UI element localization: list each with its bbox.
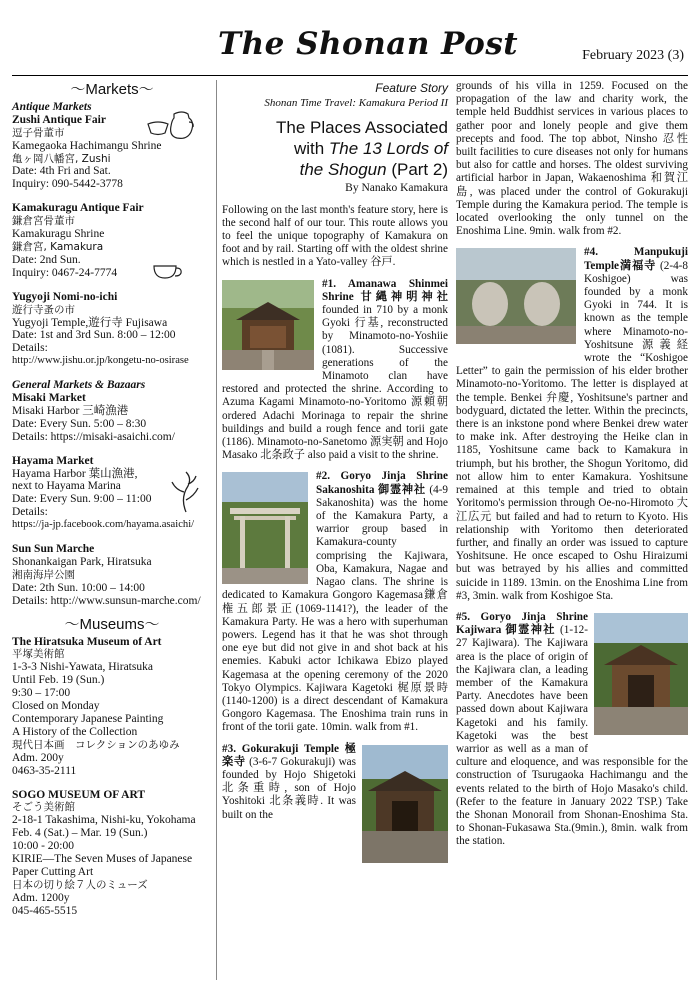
article-title: #4. Manpukuji Temple満福寺: [584, 246, 688, 272]
feature-intro: Following on the last month's feature story, here is the second half of our tour. This route allows you to feel the unique topography of Kamakura on foot and by rail. Starting off with the oldest shrine which is nestled in a Yato-valley 谷戸.: [222, 203, 448, 269]
column-divider: [216, 80, 217, 980]
article-title: #2. Goryo Jinja Shrine Sakanoshita 御霊神社: [316, 470, 448, 496]
listing-venue: Yugyoji Temple,遊行寺 Fujisawa: [12, 316, 168, 329]
exhibition-title-jp: 日本の切り絵７人のミューズ: [12, 878, 148, 891]
general-markets-heading: General Markets & Bazaars: [12, 379, 146, 392]
listing-name: Kamakuragu Antique Fair: [12, 202, 144, 215]
listing-date: Date: 2th Sun. 10:00 – 14:00: [12, 581, 145, 594]
listing-name-jp: 平塚美術館: [12, 648, 65, 661]
goryo-kajiwara-photo: [594, 613, 688, 739]
listing-url[interactable]: http://www.jishu.or.jp/kongetu-no-osirase: [12, 355, 189, 367]
antique-heading: Antique Markets: [12, 100, 92, 113]
listing-dates: Until Feb. 19 (Sun.): [12, 674, 105, 687]
article-amanawa: [222, 278, 448, 463]
headline-line: The Places Associated: [276, 118, 448, 138]
manpukuji-photo: [456, 248, 576, 348]
listing-closed: Closed on Monday: [12, 700, 100, 713]
feature-series: Shonan Time Travel: Kamakura Period II: [264, 97, 448, 110]
article-goryo-sakanoshita: [222, 470, 448, 734]
headline-italic: The 13 Lords of: [328, 139, 448, 159]
yugyoji-nomi-no-ichi: [12, 291, 212, 368]
listing-hours: 10:00 - 20:00: [12, 840, 74, 853]
listing-date: Date: Every Sun. 5:00 – 8:30: [12, 417, 147, 430]
feature-column-1: [222, 80, 448, 871]
listing-inquiry: Inquiry: 090-5442-3778: [12, 178, 123, 191]
headline-line: [222, 159, 448, 180]
exhibition-title: A History of the Collection: [12, 725, 138, 738]
article-manpukuji: [456, 246, 688, 602]
issue-date: February 2023 (3): [582, 48, 684, 63]
goryo-sakanoshita-photo: [222, 472, 308, 584]
exhibition-title-jp: 現代日本画 コレクションのあゆみ: [12, 738, 180, 751]
listing-name: Zushi Antique Fair: [12, 113, 106, 126]
listing-name: Yugyoji Nomi-no-ichi: [12, 290, 118, 303]
article-text: (1-12-27 Kajiwara). The Kajiwara area is the place of origin of the Kajiwara clan, a leading member of the Kamakura Party. Anecdotes have been passed down about Kajiwara Kagetoki and his family. Kagetoki was the best warrior as well as a man of culture and eloquence, and was responsible for the construction of Tsurugaoka Hachimangu and the events related to the birth of Hojo Masako's child. (Refer to the feature in January 2022 TSP.) Take the Shonan Monorail from Shonan-Enoshima Sta. to Shonan-Fukasawa Sta.(9min.), 8min. walk from the station.: [456, 624, 688, 848]
listing-name: The Hiratsuka Museum of Art: [12, 635, 162, 648]
teapot-cups-icon: [144, 108, 196, 142]
listing-venue-note: next to Hayama Marina: [12, 480, 121, 493]
listing-name-jp: そごう美術館: [12, 801, 75, 814]
listing-date: Date: Every Sun. 9:00 – 11:00: [12, 493, 152, 506]
listing-name: Sun Sun Marche: [12, 543, 95, 556]
listing-venue-jp: 湘南海岸公園: [12, 568, 75, 581]
headline-italic: the Shogun: [299, 160, 387, 180]
gokurakuji-photo: [362, 745, 448, 867]
article-goryo-kajiwara: [456, 611, 688, 849]
byline: By Nanako Kamakura: [345, 182, 448, 195]
exhibition-title: Paper Cutting Art: [12, 865, 94, 878]
feature-label: Feature Story: [375, 81, 448, 95]
listing-name-jp: 逗子骨董市: [12, 126, 65, 139]
listing-venue: Kamakuragu Shrine: [12, 228, 105, 241]
misaki-market: [12, 379, 212, 444]
amanawa-shrine-photo: [222, 280, 314, 370]
listing-hours: 9:30 – 17:00: [12, 687, 71, 700]
listing-inquiry: Inquiry: 0467-24-7774: [12, 266, 118, 279]
listing-name: Misaki Market: [12, 392, 86, 405]
article-gokurakuji-continued: grounds of his villa in 1259. Focused on the propagation of the law and charity work, the temple held Buddhist services in various places to gather poor and lonely people and give them precepts and food. The top abbot, Ninsho 忍性 built facilities to cure diseases not only for humans but also for cattle and horses. The oldest surviving artificial harbor in Japan, Wakaenoshima 和賀江島, was placed under the control of Gokurakuji Temple during the Kamakura period. The temple is located overlooking the only tunnel on the Enoshima Line. 9min. walk from #2.: [456, 80, 688, 238]
listing-name: Hayama Market: [12, 454, 94, 467]
listing-venue-jp: 亀ヶ岡八幡宮, Zushi: [12, 152, 111, 165]
listing-date: Date: 1st and 3rd Sun. 8:00 – 12:00: [12, 329, 176, 342]
seaweed-icon: [168, 470, 204, 514]
headline-line: [222, 138, 448, 159]
listing-name-jp: 遊行寺蚤の市: [12, 303, 75, 316]
listing-venue: Shonankaigan Park, Hiratsuka: [12, 556, 152, 568]
listing-name-jp: 鎌倉宮骨董市: [12, 215, 75, 228]
exhibition-title: KIRIE—The Seven Muses of Japanese: [12, 853, 193, 866]
article-gokurakuji: [222, 743, 448, 822]
feature-headline: [222, 117, 448, 180]
masthead: [0, 0, 700, 76]
listing-details-label: Details:: [12, 342, 48, 355]
listing-url[interactable]: https://ja-jp.facebook.com/hayama.asaichi/: [12, 519, 195, 531]
listing-details-label: Details:: [12, 506, 48, 519]
headline-part: with: [293, 139, 329, 159]
listing-phone: 045-465-5515: [12, 904, 78, 917]
listing-date: Date: 2nd Sun.: [12, 253, 81, 266]
listing-address: 1-3-3 Nishi-Yawata, Hiratsuka: [12, 661, 153, 674]
listing-phone: 0463-35-2111: [12, 764, 77, 777]
exhibition-title: Contemporary Japanese Painting: [12, 712, 164, 725]
listing-address: 2-18-1 Takashima, Nishi-ku, Yokohama: [12, 814, 196, 827]
listing-venue: Hayama Harbor 葉山漁港,: [12, 467, 138, 480]
article-text: founded in 710 by a monk Gyoki 行基, reconstructed by Minamoto-no-Yoshiie (1081). Successive generations of the Minamoto clan have restored and protected the shrine. According to Azuma Kagami Minamoto-no-Yoritomo 源頼朝 ordered Adachi Morinaga to repair the shrine buildings and build a rough fence and torii gate (1186). Minamoto-no-Sanetomo 源実朝 and Hojo Masako 北条政子 also paid a visit to the shrine.: [222, 304, 448, 462]
listing-date: Date: 4th Fri and Sat.: [12, 165, 111, 178]
article-title: #3. Gokurakuji Temple 極楽寺: [222, 742, 356, 768]
listing-venue: Misaki Harbor 三崎漁港: [12, 404, 129, 417]
feature-column-2: [456, 80, 688, 857]
article-text: (3-6-7 Gokurakuji) was founded by Hojo Shigetoki 北条重時, son of Hojo Yoshitoki 北条義時. It was built on the: [222, 755, 356, 821]
article-title: #1. Amanawa Shinmei Shrine 甘縄神明神社: [322, 277, 448, 303]
hiratsuka-museum: [12, 636, 212, 778]
markets-heading: ～Markets～: [70, 81, 154, 98]
headline-part: (Part 2): [386, 160, 448, 180]
sogo-museum: [12, 789, 212, 918]
listing-venue-jp: 鎌倉宮, Kamakura: [12, 240, 104, 253]
masthead-rule: [12, 75, 688, 76]
article-text: (4-9 Sakanoshita) was the home of the Kamakura Party, a warrior group based in Kamakura-county comprising the Kajiwara, Oba, Kamakura, Nagae and Nagao clans. The shrine is dedicated to Kamakura Gongoro Kagemasa鎌倉権五郎景正(1069-1141?), the leader of the Kamakura Party. He was a hero with superhuman powers. Legend has it that he was shot through one eye but did not give in and shot back at his enemies. Kabuki actor Ichikawa Ebizo played Kagemasa at the opening ceremony of the 2020 Tokyo Olympics. Kajiwara Kagetoki 梶原景時(1140-1200) is a direct descendant of Kamakura Gongoro Kagemasa. The Enoshima train runs in front of the torii gate. 10min. walk from #1.: [222, 483, 449, 734]
listing-dates: Feb. 4 (Sat.) – Mar. 19 (Sun.): [12, 827, 148, 840]
listing-name: SOGO MUSEUM OF ART: [12, 788, 146, 801]
listing-details[interactable]: Details: https://misaki-asaichi.com/: [12, 430, 175, 443]
listing-details[interactable]: Details: http://www.sunsun-marche.com/: [12, 594, 201, 607]
listing-admission: Adm. 1200y: [12, 891, 70, 904]
article-title: #5. Goryo Jinja Shrine Kajiwara 御霊神社: [456, 610, 588, 637]
listing-admission: Adm. 200y: [12, 751, 64, 764]
sun-sun-marche: [12, 543, 212, 608]
museums-heading: ～Museums～: [64, 615, 160, 633]
article-text: (2-4-8 Koshigoe) was founded by a monk Gyoki in 744. It is known as the temple where Minamoto-no-Yoshitsune 源義経 wrote the “Koshigoe Letter” to gain the permission of his elder brother Minamoto-no-Yoritomo. The letter is displayed at the temple. Benkei 弁慶, Yoshitsune's partner and bodyguard, dictated the letter. Within the precincts, there is an inkstone pond where Benkei drew water to make ink. After destroying the Heike clan in 1185, Yoshitsune came back to Kamakura in triumph, but his brother, the Shogun Yoritomo, did not allow him to enter Kamakura. Yoshitsune remained at this temple and tried to obtain Yoritomo's permission through Oe-no-Hiromoto 大江広元 but failed and had to return to Kyoto. His relationship with Yoritomo then deteriorated further, and finally an order was issued to capture Yoshitsune. He once escaped to Oshu Hiraizumi but was betrayed by his allies and committed suicide in 1189. 13min. on the Enoshima Line from #3, 3min. walk from Koshigoe Sta.: [456, 259, 688, 602]
newspaper-title: The Shonan Post: [218, 26, 519, 62]
listing-venue: Kamegaoka Hachimangu Shrine: [12, 139, 162, 152]
teacup-icon: [150, 260, 186, 282]
